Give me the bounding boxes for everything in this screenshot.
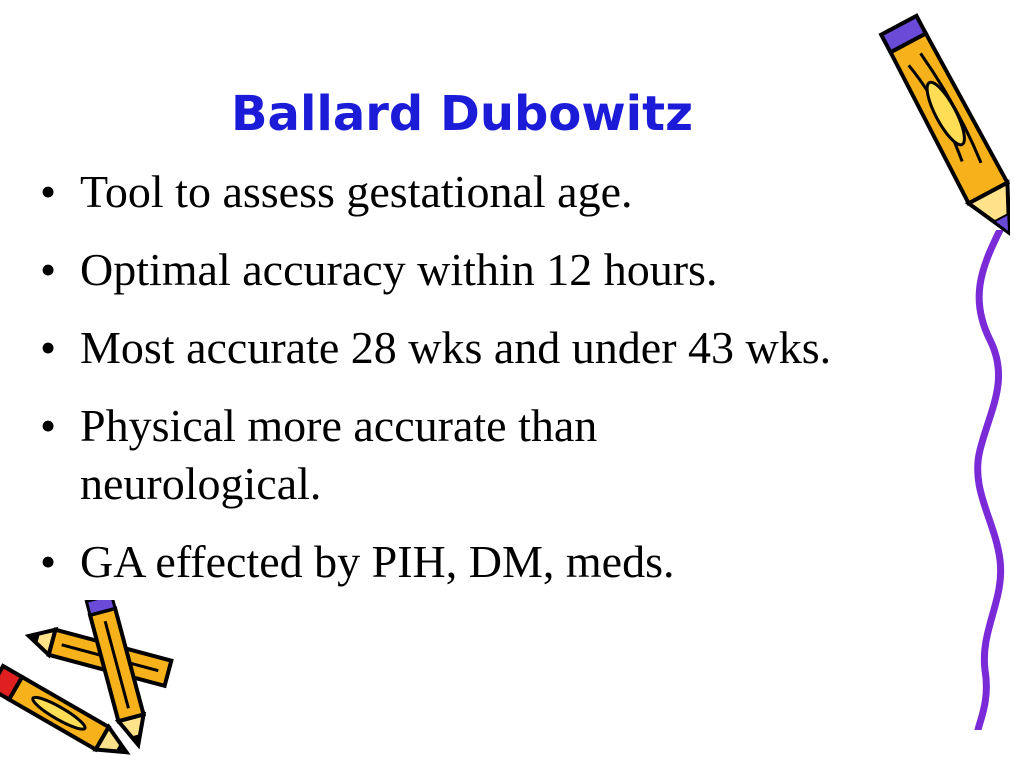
bullet-text: Physical more accurate than neurological. [80, 400, 598, 509]
bullet-dot: • [40, 166, 57, 217]
bullet-text: Tool to assess gestational age. [80, 166, 633, 217]
bullet-text: Optimal accuracy within 12 hours. [80, 244, 718, 295]
bullet-dot: • [40, 244, 57, 295]
list-item [40, 397, 780, 513]
list-item [40, 163, 900, 221]
bullet-dot: • [40, 536, 57, 587]
list-item [40, 533, 900, 591]
list-item [40, 241, 900, 299]
bullet-text: Most accurate 28 wks and under 43 wks. [80, 322, 832, 373]
bullet-text: GA effected by PIH, DM, meds. [80, 536, 675, 587]
wavy-line [960, 230, 1020, 730]
bullet-dot: • [40, 322, 57, 373]
pencils-icon [0, 600, 220, 768]
bullet-dot: • [40, 400, 57, 451]
slide-title: Ballard Dubowitz [230, 86, 694, 143]
list-item [40, 319, 900, 377]
bullet-list [40, 163, 900, 611]
